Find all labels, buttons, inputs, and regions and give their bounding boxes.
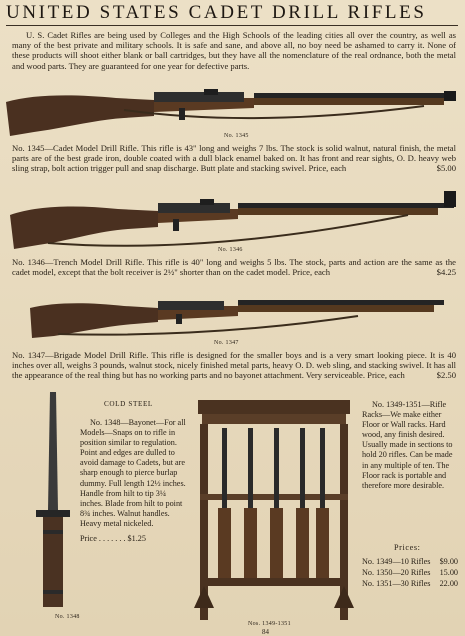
rack-price-value: 22.00: [439, 579, 458, 588]
racks-price-list: [362, 556, 458, 589]
bayonet-price-line: Price . . . . . . . $1.25: [80, 534, 146, 544]
caption-1349-1351: Nos. 1349-1351: [248, 621, 291, 627]
caption-1346: No. 1346: [218, 247, 243, 253]
page-title: UNITED STATES CADET DRILL RIFLES: [6, 2, 427, 23]
bayonet-price: $1.25: [127, 534, 146, 544]
rack-price-label: No. 1351—30 Rifles: [362, 579, 431, 588]
trench-rifle-image: [8, 185, 460, 253]
racks-text: No. 1349-1351—Rifle Racks—We make either Floor or Wall racks. Hard wood, any finish desired. Usually made in sections to hold 20 rifles. Can be made in any multiple of ten. The Floor rack is portable and therefore more desirable.: [362, 400, 453, 490]
caption-1347: No. 1347: [214, 340, 239, 346]
product-1347-text: No. 1347—Brigade Model Drill Rifle. This rifle is designed for the smaller boys and is a very smart looking piece. It is 40 inches over all, weighs 3 pounds, walnut stock, nicely finished metal parts, heavy O. D. web sling, and stacking swivel. It has all the appearance of the real thing but has no working parts and no bayonet attachment. Very serviceable. Price, each: [12, 350, 456, 381]
brigade-rifle-image: [28, 286, 448, 342]
rack-price-value: $9.00: [439, 557, 458, 566]
cold-steel-heading: COLD STEEL: [104, 400, 153, 408]
bayonet-image: [30, 390, 74, 612]
caption-1345: No. 1345: [224, 133, 249, 139]
product-1347-price: $2.50: [436, 370, 456, 381]
product-1345-text: No. 1345—Cadet Model Drill Rifle. This rifle is 43" long and weighs 7 lbs. The stock is solid walnut, natural finish, the metal parts are of the best grade iron, double coated with a dull black enamel baked on. It has front and rear sights, O. D. heavy web sling strap, bolt action trigger pull and snap discharge. Butt plate and stacking swivel. Price, each: [12, 143, 456, 174]
cadet-rifle-image: [4, 80, 460, 140]
bayonet-text: No. 1348—Bayonet—For all Models—Snaps on to rifle in position similar to regulation. Point and edges are dulled to avoid damage to Cadets, but are sharp enough to pierce burlap dummy. Full length 12½ inches. Handle from hilt to tip 3¼ inches. Blade from hilt to point 8¾ inches. Walnut handles. Heavy metal nickeled.: [80, 418, 186, 528]
product-1346-price: $4.25: [436, 267, 456, 278]
rack-price-label: No. 1350—20 Rifles: [362, 568, 431, 577]
page-number: 84: [262, 628, 269, 636]
rack-price-row: [362, 567, 458, 578]
bayonet-price-label: Price: [80, 534, 97, 544]
caption-1348: No. 1348: [55, 614, 80, 620]
intro-paragraph: [12, 30, 456, 71]
rack-price-row: [362, 556, 458, 567]
rack-price-value: 15.00: [439, 568, 458, 577]
intro-text: U. S. Cadet Rifles are being used by Colleges and the High Schools of the leading cities all over the country, as well as many of the best private and military schools. It is safe and sane, and above all, no boy need be ashamed to carry it. None of these products will shoot either blank or ball cartridges, but they have all the nomenclature of the real ordnance, both the metal and wood parts. They are guaranteed for one year for defective parts.: [12, 30, 456, 71]
rack-price-label: No. 1349—10 Rifles: [362, 557, 431, 566]
product-1345-price: $5.00: [436, 163, 456, 174]
rifle-rack-image: [194, 398, 354, 620]
product-1347-description: [12, 350, 456, 381]
product-1345-description: [12, 143, 456, 174]
racks-prices-heading: Prices:: [394, 543, 421, 552]
title-rule: [6, 25, 458, 26]
product-1346-description: [12, 257, 456, 277]
rack-price-row: [362, 578, 458, 589]
bayonet-description: [80, 418, 188, 544]
product-1346-text: No. 1346—Trench Model Drill Rifle. This rifle is 40" long and weighs 5 lbs. The stock, parts and action are the same as the cadet model, except that the bolt receiver is 2½" shorter than on the cadet model. Price, each: [12, 257, 456, 278]
racks-description: [362, 400, 458, 491]
